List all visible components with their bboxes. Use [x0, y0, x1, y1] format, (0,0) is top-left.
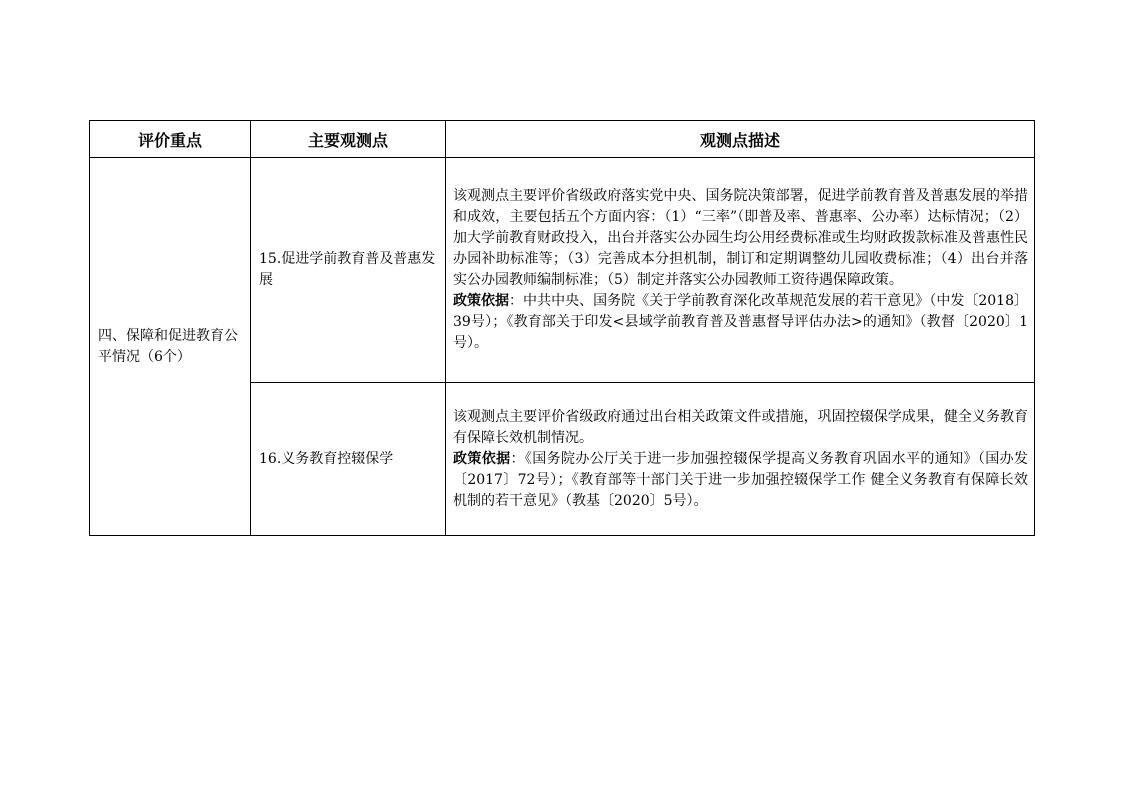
observation-point-cell: 15.促进学前教育普及普惠发展 [251, 158, 446, 383]
category-cell: 四、保障和促进教育公平情况（6个） [90, 158, 251, 536]
header-row [90, 121, 1035, 158]
policy-basis [453, 449, 1028, 512]
policy-basis-label: 政策依据 [453, 293, 510, 309]
header-evaluation-focus: 评价重点 [90, 121, 251, 158]
observation-point-cell: 16.义务教育控辍保学 [251, 383, 446, 536]
policy-basis-text: ：《国务院办公厅关于进一步加强控辍保学提高义务教育巩固水平的通知》（国办发〔2017〕72号）；《教育部等十部门关于进一步加强控辍保学工作 健全义务教育有保障长效机制的若干意见》（教基〔2020〕5号）。 [453, 450, 1028, 509]
description-text: 该观测点主要评价省级政府落实党中央、国务院决策部署，促进学前教育普及普惠发展的举措和成效，主要包括五个方面内容：（1）“三率”（即普及率、普惠率、公办率）达标情况；（2）加大学前教育财政投入，出台并落实公办园生均公用经费标准或生均财政拨款标准及普惠性民办园补助标准等；（3）完善成本分担机制，制订和定期调整幼儿园收费标准；（4）出台并落实公办园教师编制标准；（5）制定并落实公办园教师工资待遇保障政策。 [453, 188, 1028, 288]
policy-basis [453, 291, 1028, 354]
evaluation-table [89, 120, 1035, 536]
policy-basis-label: 政策依据 [453, 450, 511, 467]
policy-basis-text: ：中共中央、国务院《关于学前教育深化改革规范发展的若干意见》（中发〔2018〕39号）；《教育部关于印发<县域学前教育普及普惠督导评估办法>的通知》（教督〔2020〕1号）。 [453, 293, 1028, 351]
description-text: 该观测点主要评价省级政府通过出台相关政策文件或措施，巩固控辍保学成果，健全义务教育有保障长效机制情况。 [453, 408, 1028, 446]
header-observation-description: 观测点描述 [446, 121, 1035, 158]
table-row [90, 158, 1035, 383]
description-cell [446, 158, 1035, 383]
description-cell [446, 383, 1035, 536]
header-main-observation-point: 主要观测点 [251, 121, 446, 158]
